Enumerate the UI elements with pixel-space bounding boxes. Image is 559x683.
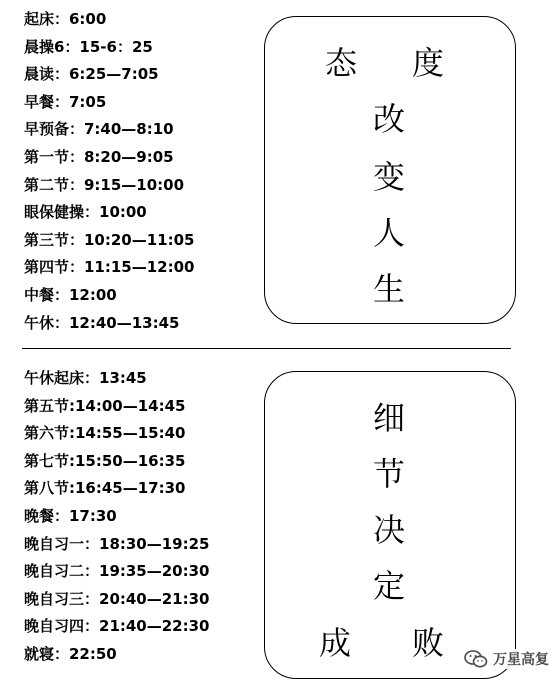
schedule-item: 第三节：10:20—11:05: [24, 230, 195, 249]
motto-char: 节: [372, 455, 405, 493]
motto-char: 人: [372, 214, 405, 252]
motto-box-details: [264, 371, 516, 679]
schedule-item: 起床：6:00: [24, 10, 107, 28]
morning-schedule: [24, 6, 195, 337]
schedule-item: 第四节：11:15—12:00: [24, 258, 195, 277]
watermark-text: 万星高复: [493, 652, 549, 668]
motto-char: 败: [411, 624, 444, 662]
motto-box-attitude: [264, 16, 516, 324]
motto-char: 变: [372, 158, 405, 196]
schedule-item: 晨读：6:25—7:05: [24, 65, 159, 84]
schedule-item: 第七节:15:50—16:35: [24, 451, 186, 470]
schedule-item: 午休：12:40—13:45: [24, 313, 180, 332]
schedule-item: 眼保健操：10:00: [24, 203, 147, 222]
schedule-item: 第八节:16:45—17:30: [24, 479, 186, 498]
schedule-item: 第六节:14:55—15:40: [24, 424, 186, 443]
schedule-item: 晚自习二：19:35—20:30: [24, 562, 210, 581]
motto-char: 成: [318, 624, 351, 662]
section-divider: [22, 348, 511, 349]
wechat-icon: [464, 650, 488, 668]
schedule-item: 早预备：7:40—8:10: [24, 120, 174, 139]
motto-char: 度: [411, 44, 444, 82]
watermark: [464, 649, 549, 669]
schedule-item: 中餐：12:00: [24, 285, 117, 304]
afternoon-schedule: [24, 365, 210, 669]
motto-char: 态: [324, 44, 357, 82]
schedule-item: 晚餐：17:30: [24, 506, 117, 525]
schedule-item: 午休起床：13:45: [24, 369, 147, 387]
schedule-item: 晚自习三：20:40—21:30: [24, 589, 210, 608]
motto-char: 决: [372, 511, 405, 549]
schedule-item: 第二节：9:15—10:00: [24, 175, 185, 194]
motto-char: 细: [372, 399, 405, 437]
schedule-item: 晚自习一：18:30—19:25: [24, 534, 210, 553]
schedule-item: 早餐：7:05: [24, 92, 107, 111]
schedule-item: 第一节：8:20—9:05: [24, 147, 174, 166]
motto-char: 改: [372, 100, 405, 138]
motto-char: 定: [372, 567, 405, 605]
schedule-item: 晚自习四：21:40—22:30: [24, 617, 210, 636]
schedule-item: 就寝：22:50: [24, 644, 117, 663]
schedule-item: 晨操6：15-6：25: [24, 37, 153, 56]
motto-char: 生: [372, 270, 405, 308]
schedule-item: 第五节:14:00—14:45: [24, 396, 186, 415]
